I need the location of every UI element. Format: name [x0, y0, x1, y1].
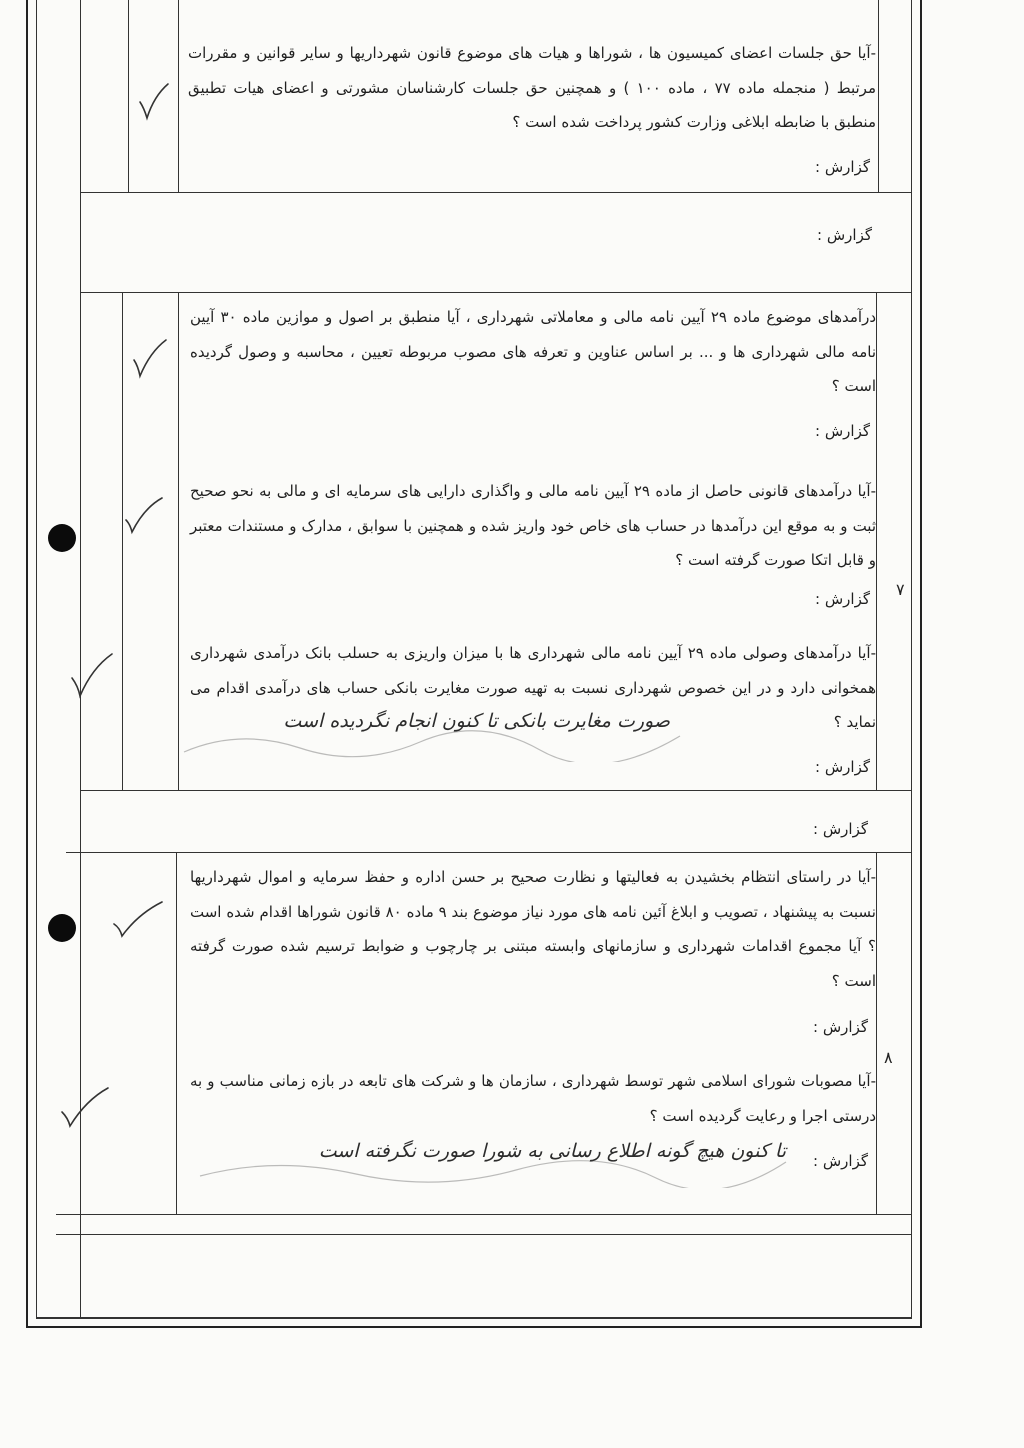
report-label: گزارش :	[815, 158, 870, 176]
handwriting-stroke	[180, 722, 700, 762]
row-divider	[80, 292, 912, 293]
row-divider	[36, 1318, 912, 1319]
punch-hole	[48, 914, 76, 942]
question-text: -آیا مصوبات شورای اسلامی شهر توسط شهرداری ، سازمان ها و شرکت های تابعه در بازه زمانی مناسب و به درستی اجرا و رعایت گردیده است ؟	[190, 1072, 876, 1125]
row-divider	[56, 1234, 912, 1235]
report-label: گزارش :	[813, 1018, 868, 1036]
report-label: گزارش :	[817, 226, 872, 244]
column-divider	[178, 0, 179, 192]
column-divider	[178, 292, 179, 790]
checkmark-icon	[138, 82, 170, 124]
report-label: گزارش :	[815, 590, 870, 608]
column-divider	[876, 852, 877, 1214]
report-label: گزارش :	[813, 820, 868, 838]
checkmark-icon	[60, 1086, 110, 1130]
column-divider	[878, 0, 879, 192]
section-number-7: ۷	[896, 580, 905, 599]
column-divider	[122, 292, 123, 790]
checkmark-icon	[112, 900, 164, 940]
report-label: گزارش :	[815, 422, 870, 440]
question-text: -آیا حق جلسات اعضای کمیسیون ها ، شوراها و هیات های موضوع قانون شهرداریها و سایر قوانین و مقررات مرتبط ( منجمله ماده ۷۷ ، ماده ۱۰۰ ) و همچنین حق جلسات کارشناسان مشورتی و اعضای هیات تطبیق منطبق با ضابطه ابلاغی وزارت کشور پرداخت شده است ؟	[188, 44, 876, 131]
checkmark-icon	[132, 338, 168, 380]
column-divider	[176, 852, 177, 1214]
column-divider	[128, 0, 129, 192]
question-text: درآمدهای موضوع ماده ۲۹ آیین نامه مالی و معاملاتی شهرداری ، آیا منطبق بر اصول و موازین ماده ۳۰ آیین نامه مالی شهرداری ها و ... بر اساس عناوین و تعرفه های مصوب مربوطه تعیین ، محاسبه و وصول گردیده است ؟	[190, 308, 877, 395]
checkmark-icon	[124, 496, 164, 536]
question-text: -آیا درآمدهای قانونی حاصل از ماده ۲۹ آیین نامه مالی و واگذاری دارایی های سرمایه ای و مالی به نحو صحیح ثبت و به موقع این درآمدها در حساب های خاص خود واریز شده و همچنین با سوابق ، مدارک و مستندات معتبر و قابل اتکا صورت گرفته است ؟	[190, 482, 876, 569]
row-divider	[56, 1214, 912, 1215]
section-number-8: ۸	[884, 1048, 893, 1067]
handwriting-stroke	[196, 1152, 796, 1188]
row-divider	[80, 790, 912, 791]
row-divider	[80, 192, 912, 193]
row-divider	[66, 852, 912, 853]
handwritten-note: تا کنون هیچ گونه اطلاع رسانی به شورا صورت نگرفته است	[318, 1140, 786, 1162]
punch-hole	[48, 524, 76, 552]
handwritten-note: صورت مغایرت بانکی تا کنون انجام نگردیده است	[283, 710, 670, 732]
question-text: -آیا در راستای انتظام بخشیدن به فعالیتها و نظارت صحیح بر حسن اداره و حفظ سرمایه و اموال شهرداریها نسبت به پیشنهاد ، تصویب و ابلاغ آئین نامه های مورد نیاز موضوع بند ۹ ماده ۸۰ قانون شوراها اقدام شده است ؟ آیا مجموع اقدامات شهرداری و سازمانهای وابسته مبتنی بر چارچوب و ضوابط ترسیم شده صورت گرفته است ؟	[190, 868, 876, 990]
report-label: گزارش :	[813, 1152, 868, 1170]
column-divider	[876, 292, 877, 790]
checkmark-icon	[70, 652, 114, 700]
question-text: -آیا درآمدهای وصولی ماده ۲۹ آیین نامه مالی شهرداری ها با میزان واریزی به حسلب بانک درآمدی شهرداری همخوانی دارد و در این خصوص شهرداری نسبت به تهیه صورت مغایرت بانکی حساب های درآمدی اقدام می نماید ؟	[190, 644, 876, 731]
report-label: گزارش :	[815, 758, 870, 776]
